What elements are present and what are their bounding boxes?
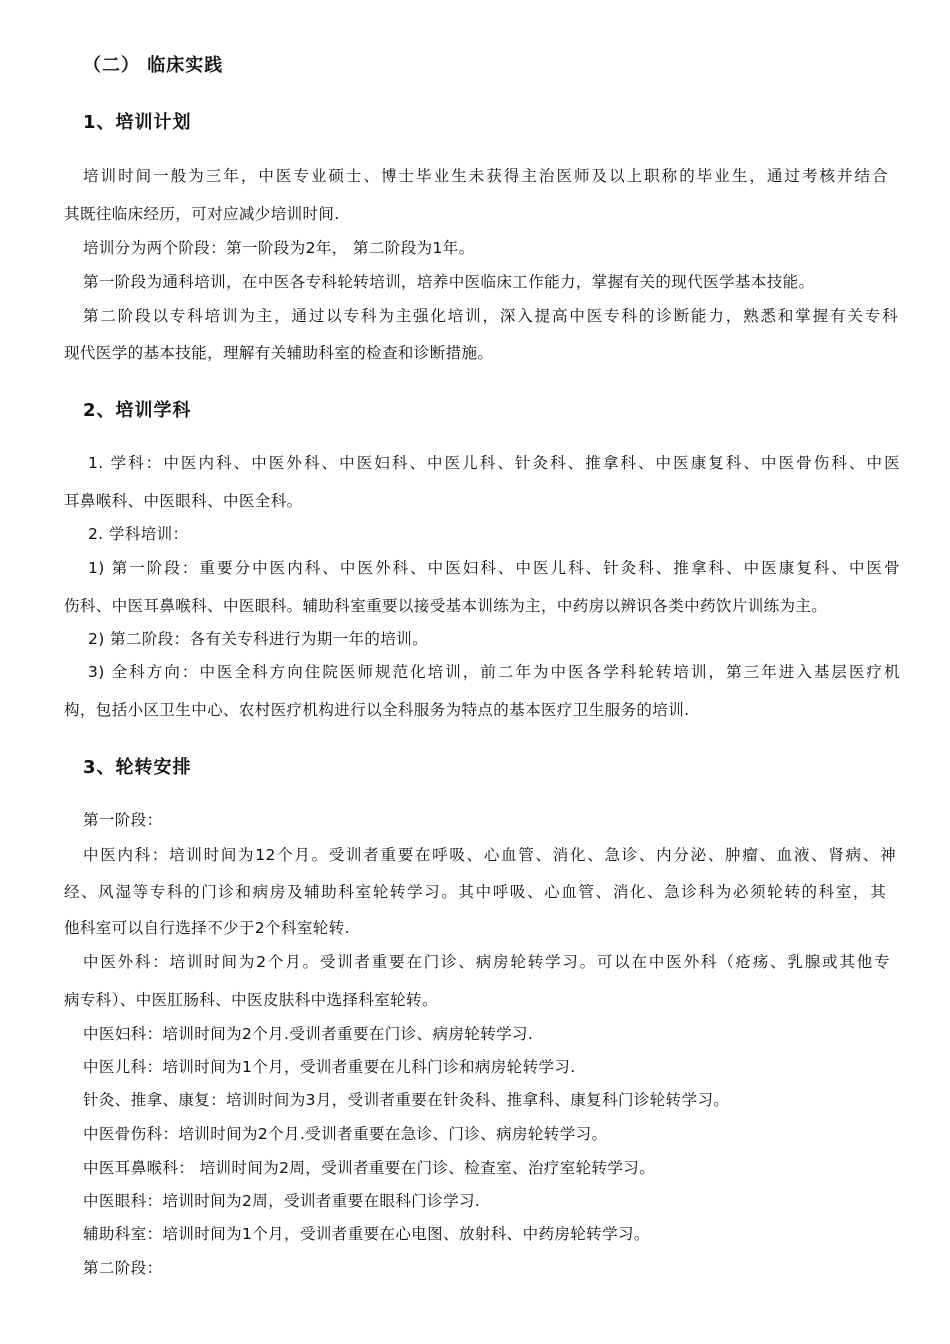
paragraph-line: 中医内科：培训时间为12个月。受训者重要在呼吸、心血管、消化、急诊、内分泌、肿瘤、血液、肾病、神 <box>83 846 896 864</box>
list-item: 1. 学科：中医内科、中医外科、中医妇科、中医儿科、针灸科、推拿科、中医康复科、中医骨伤科、中医 <box>88 454 900 472</box>
paragraph-line: 中医外科：培训时间为2个月。受训者重要在门诊、病房轮转学习。可以在中医外科（疮疡、乳腺或其他专 <box>83 953 890 971</box>
paragraph-line: 第二阶段以专科培训为主，通过以专科为主强化培训，深入提高中医专科的诊断能力，熟悉和掌握有关专科 <box>83 307 898 325</box>
list-item: 构，包括小区卫生中心、农村医疗机构进行以全科服务为特点的基本医疗卫生服务的培训. <box>64 701 690 719</box>
heading-training-plan: 1、培训计划 <box>83 112 192 133</box>
list-item: 伤科、中医耳鼻喉科、中医眼科。辅助科室重要以接受基本训练为主，中药房以辨识各类中药饮片训练为主。 <box>64 597 828 615</box>
stage-label: 第一阶段： <box>83 811 163 829</box>
list-item: 2. 学科培训： <box>88 525 189 543</box>
paragraph-line: 中医妇科：培训时间为2个月.受训者重要在门诊、病房轮转学习. <box>83 1025 534 1043</box>
paragraph-line: 培训分为两个阶段：第一阶段为2年， 第二阶段为1年。 <box>83 239 475 257</box>
paragraph-line: 辅助科室：培训时间为1个月，受训者重要在心电图、放射科、中药房轮转学习。 <box>83 1225 650 1243</box>
paragraph-line: 中医儿科：培训时间为1个月，受训者重要在儿科门诊和病房轮转学习. <box>83 1058 576 1076</box>
paragraph-line: 其既往临床经历，可对应减少培训时间. <box>64 205 340 223</box>
paragraph-line: 中医耳鼻喉科： 培训时间为2周，受训者重要在门诊、检查室、治疗室轮转学习。 <box>83 1159 656 1177</box>
list-item: 2) 第二阶段：各有关专科进行为期一年的培训。 <box>88 630 429 648</box>
paragraph-line: 病专科）、中医肛肠科、中医皮肤科中选择科室轮转。 <box>64 991 438 1009</box>
paragraph-line: 现代医学的基本技能，理解有关辅助科室的检查和诊断措施。 <box>64 344 494 362</box>
paragraph-line: 培训时间一般为三年，中医专业硕士、博士毕业生未获得主治医师及以上职称的毕业生，通过考核并结合 <box>83 167 888 185</box>
section-title: （二） 临床实践 <box>83 55 224 76</box>
list-item: 3) 全科方向：中医全科方向住院医师规范化培训，前二年为中医各学科轮转培训，第三年进入基层医疗机 <box>88 663 900 681</box>
paragraph-line: 第一阶段为通科培训，在中医各专科轮转培训，培养中医临床工作能力，掌握有关的现代医学基本技能。 <box>83 273 815 291</box>
paragraph-line: 他科室可以自行选择不少于2个科室轮转. <box>64 919 350 937</box>
paragraph-line: 中医眼科：培训时间为2周，受训者重要在眼科门诊学习. <box>83 1192 481 1210</box>
paragraph-line: 中医骨伤科：培训时间为2个月.受训者重要在急诊、门诊、病房轮转学习。 <box>83 1125 608 1143</box>
heading-training-subjects: 2、培训学科 <box>83 400 192 421</box>
list-item: 耳鼻喉科、中医眼科、中医全科。 <box>64 492 303 510</box>
heading-rotation: 3、轮转安排 <box>83 757 192 778</box>
paragraph-line: 经、风湿等专科的门诊和病房及辅助科室轮转学习。其中呼吸、心血管、消化、急诊科为必须轮转的科室，其 <box>64 883 886 901</box>
paragraph-line: 针灸、推拿、康复：培训时间为3月，受训者重要在针灸科、推拿科、康复科门诊轮转学习。 <box>83 1091 730 1109</box>
stage-label: 第二阶段： <box>83 1259 163 1277</box>
list-item: 1) 第一阶段：重要分中医内科、中医外科、中医妇科、中医儿科、针灸科、推拿科、中医康复科、中医骨 <box>88 559 900 577</box>
